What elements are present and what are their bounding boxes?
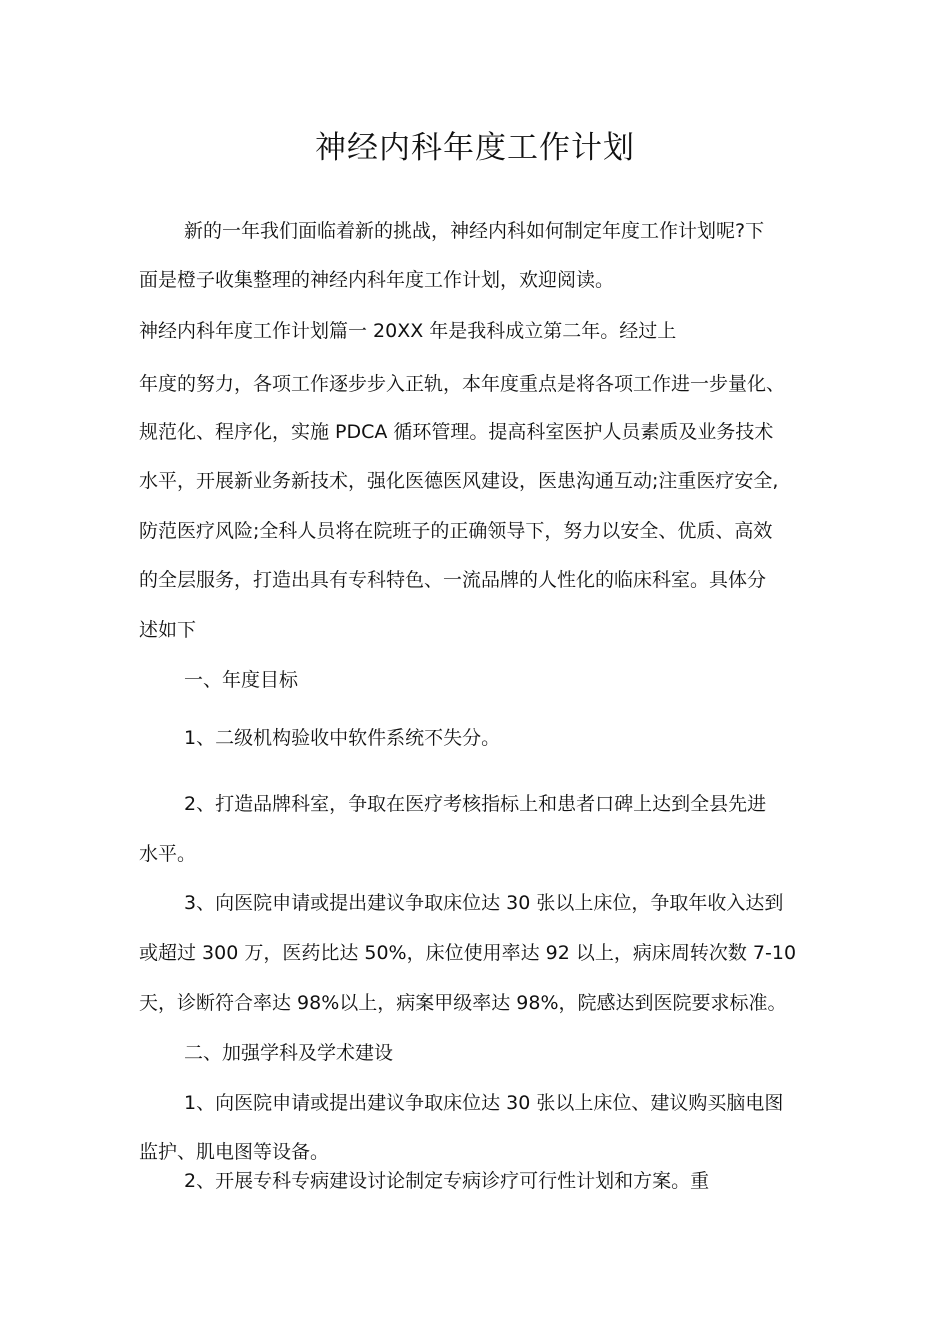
paragraph-line: 神经内科年度工作计划篇一 20XX 年是我科成立第二年。经过上 <box>139 320 677 342</box>
list-item: 3、向医院申请或提出建议争取床位达 30 张以上床位，争取年收入达到 <box>184 892 784 914</box>
paragraph-line: 年度的努力，各项工作逐步步入正轨，本年度重点是将各项工作进一步量化、 <box>139 373 786 395</box>
list-item: 2、打造品牌科室，争取在医疗考核指标上和患者口碑上达到全县先进 <box>184 793 767 815</box>
paragraph-line: 水平，开展新业务新技术，强化医德医风建设，医患沟通互动;注重医疗安全, <box>139 470 779 492</box>
list-item: 1、向医院申请或提出建议争取床位达 30 张以上床位、建议购买脑电图 <box>184 1092 784 1114</box>
section-heading: 二、加强学科及学术建设 <box>184 1042 394 1064</box>
paragraph-line: 的全层服务，打造出具有专科特色、一流品牌的人性化的临床科室。具体分 <box>139 569 767 591</box>
paragraph-line: 面是橙子收集整理的神经内科年度工作计划，欢迎阅读。 <box>139 269 615 291</box>
paragraph-line: 水平。 <box>139 843 197 865</box>
paragraph-line: 新的一年我们面临着新的挑战，神经内科如何制定年度工作计划呢?下 <box>184 220 765 242</box>
paragraph-line: 规范化、程序化，实施 PDCA 循环管理。提高科室医护人员素质及业务技术 <box>139 421 774 443</box>
paragraph-line: 防范医疗风险;全科人员将在院班子的正确领导下，努力以安全、优质、高效 <box>139 520 773 542</box>
paragraph-line: 天，诊断符合率达 98%以上，病案甲级率达 98%，院感达到医院要求标准。 <box>139 992 787 1014</box>
paragraph-line: 或超过 300 万，医药比达 50%，床位使用率达 92 以上，病床周转次数 7-10 <box>139 942 797 964</box>
section-heading: 一、年度目标 <box>184 669 299 691</box>
paragraph-line: 监护、肌电图等设备。 <box>139 1141 330 1163</box>
list-item: 1、二级机构验收中软件系统不失分。 <box>184 727 501 749</box>
paragraph-line: 述如下 <box>139 619 197 641</box>
document-title: 神经内科年度工作计划 <box>315 130 635 166</box>
list-item: 2、开展专科专病建设讨论制定专病诊疗可行性计划和方案。重 <box>184 1170 710 1192</box>
